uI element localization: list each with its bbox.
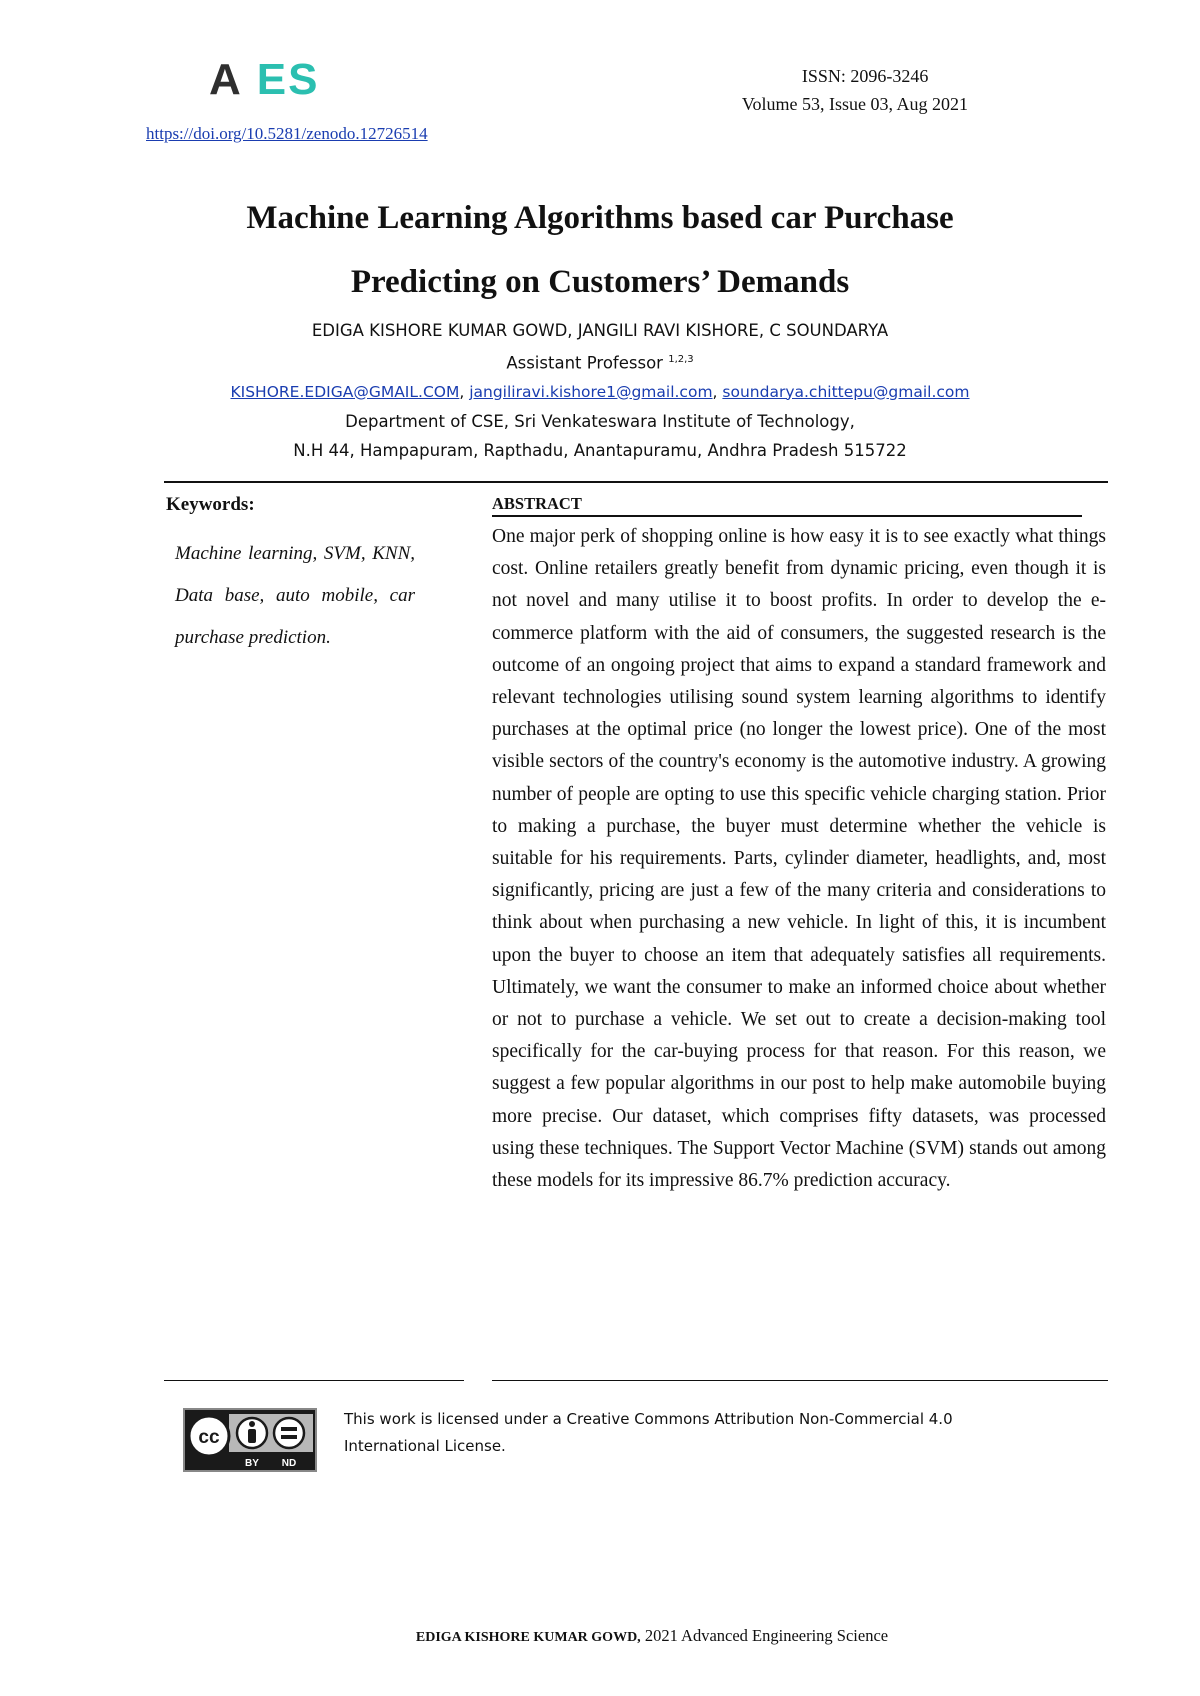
abstract-heading: ABSTRACT — [492, 494, 1082, 517]
issn-text: ISSN: 2096-3246 — [801, 66, 929, 86]
logo-letter-a: A — [209, 55, 243, 104]
email-link-3[interactable]: soundarya.chittepu@gmail.com — [722, 382, 970, 401]
header-divider — [164, 481, 1108, 483]
cc-glyph: cc — [198, 1427, 220, 1448]
journal-logo — [209, 55, 320, 104]
license-line-1: This work is licensed under a Creative Commons Attribution Non-Commercial 4.0 — [344, 1410, 953, 1428]
keywords-text: Machine learning, SVM, KNN, Data base, auto mobile, car purchase prediction. — [175, 543, 415, 648]
keywords-heading: Keywords: — [166, 494, 255, 515]
license-text — [344, 1406, 1064, 1460]
doi-link[interactable]: https://doi.org/10.5281/zenodo.12726514 — [146, 124, 428, 143]
footer-journal: 2021 Advanced Engineering Science — [640, 1626, 889, 1645]
author-role — [0, 345, 1200, 378]
affiliation-line-1: Department of CSE, Sri Venkateswara Institute of Technology, — [345, 411, 855, 431]
author-names: EDIGA KISHORE KUMAR GOWD, JANGILI RAVI KISHORE, C SOUNDARYA — [311, 321, 889, 340]
keywords-bottom-rule — [164, 1380, 464, 1381]
abstract-bottom-rule — [492, 1380, 1108, 1381]
logo-letters-es: ES — [256, 55, 320, 104]
title-line-1: Machine Learning Algorithms based car Purchase — [246, 200, 954, 236]
page-footer — [0, 1626, 1200, 1646]
cc-license-badge — [183, 1408, 317, 1472]
paper-title — [0, 186, 1200, 314]
email-link-1[interactable]: KISHORE.EDIGA@GMAIL.COM — [230, 382, 460, 401]
role-text: Assistant Professor — [506, 353, 663, 373]
author-emails: KISHORE.EDIGA@GMAIL.COM, jangiliravi.kishore1@gmail.com, soundarya.chittepu@gmail.com — [230, 382, 970, 401]
affiliation-line-2: N.H 44, Hampapuram, Rapthadu, Anantapuramu, Andhra Pradesh 515722 — [293, 440, 907, 460]
nd-label: ND — [281, 1458, 297, 1469]
cc-by-nd-icon — [185, 1410, 315, 1470]
author-block — [0, 316, 1200, 465]
volume-text: Volume 53, Issue 03, Aug 2021 — [741, 94, 968, 114]
abstract-text: One major perk of shopping online is how easy it is to see exactly what things cost. Online retailers greatly benefit from dynamic pricing, even though it is not novel and many utilise it to boost profits. In order to develop the e-commerce platform with the aid of consumers, the suggested research is the outcome of an ongoing project that aims to expand a standard framework and relevant technologies utilising sound system learning algorithms to identify purchases at the optimal price (no longer the lowest price). One of the most visible sectors of the country's economy is the automotive industry. A growing number of people are opting to use this specific vehicle charging station. Prior to making a purchase, the buyer must determine whether the vehicle is suitable for his requirements. Parts, cylinder diameter, headlights, and, most significantly, pricing are just a few of the many criteria and considerations to think about when purchasing a new vehicle. In light of this, it is incumbent upon the buyer to choose an item that adequately satisfies all requirements. Ultimately, we want the consumer to make an informed choice about whether or not to purchase a vehicle. We set out to create a decision-making tool specifically for the car-buying process for that reason. For this reason, we suggest a few popular algorithms in our post to help make automobile buying more precise. Our dataset, which comprises fifty datasets, was processed using these techniques. The Support Vector Machine (SVM) stands out among these models for its impressive 86.7% prediction accuracy. — [492, 526, 1106, 1192]
role-superscript: 1,2,3 — [668, 354, 694, 365]
title-line-2: Predicting on Customers’ Demands — [350, 264, 850, 300]
issn-block — [742, 62, 968, 118]
email-link-2[interactable]: jangiliravi.kishore1@gmail.com — [469, 382, 713, 401]
footer-author: EDIGA KISHORE KUMAR GOWD, — [415, 1630, 641, 1645]
license-line-2: International License. — [344, 1437, 506, 1455]
by-label: BY — [245, 1458, 259, 1469]
